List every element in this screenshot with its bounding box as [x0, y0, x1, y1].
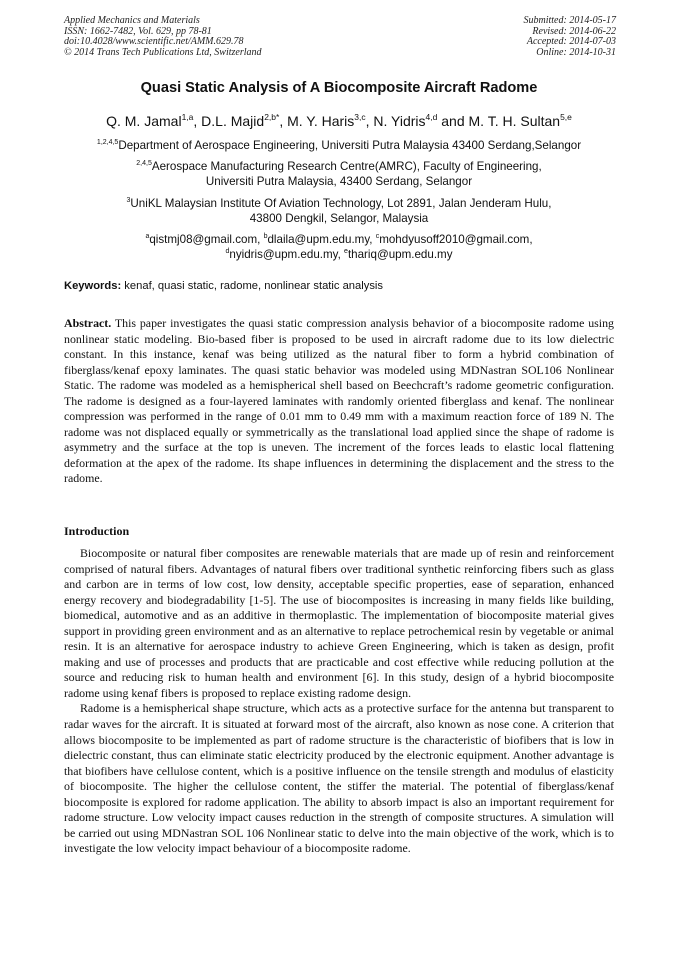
email-sup: e	[344, 248, 348, 255]
date-revised: Revised: 2014-06-22	[532, 25, 616, 37]
journal-doi: doi:10.4028/www.scientific.net/AMM.629.78	[64, 36, 244, 48]
paragraph: Radome is a hemispherical shape structure, which acts as a protective surface for the antenna but transparent to radar waves for the aircraft. It is situated at forward most of the aircraft, also known as nose cone. A criterion that allows biocomposite to be implemented as part of radome structure is the characteristic of biofibers that is low in dielectric constant, thus can eliminate static electricity produced by the electronic equipment. Another advantage is that biofibers have cellulose content, which is a positive influence on the tensile strength and modulus of elasticity of biocomposite. The higher the cellulose content, the stiffer the material. The potential of fiberglass/kenaf biocomposite is explored for radome application. The ability to absorb impact is also an important requirement for radome structure. Low velocity impact causes reduction in the strength of composite structures. A simulation will be carried out using MDNastran SOL 106 Nonlinear static to delve into the main objective of the work, which is to investigate the low velocity impact behaviour of a biocomposite radome.	[64, 701, 614, 856]
journal-header	[64, 16, 262, 58]
email-c: mohdyusoff2010@gmail.com,	[379, 233, 533, 246]
affiliation-sup: 2,4,5	[136, 160, 152, 167]
affiliation-text: Aerospace Manufacturing Research Centre(AMRC), Faculty of Engineering,	[151, 160, 542, 173]
email-sup: d	[225, 248, 230, 255]
introduction-body	[64, 546, 614, 857]
email-sup: c	[375, 233, 380, 240]
affiliation-1	[0, 138, 678, 153]
author-name: D.L. Majid	[201, 113, 265, 129]
email-e: thariq@upm.edu.my	[347, 248, 453, 261]
abstract-label: Abstract.	[64, 316, 112, 330]
author-sup: 4,d	[425, 112, 438, 122]
email-sup: b	[263, 233, 268, 240]
email-a: qistmj08@gmail.com,	[149, 233, 264, 246]
date-submitted: Submitted: 2014-05-17	[523, 15, 616, 26]
affiliation-sup: 3	[126, 197, 131, 204]
keywords	[64, 280, 383, 292]
keywords-text: kenaf, quasi static, radome, nonlinear static analysis	[121, 280, 384, 292]
abstract	[64, 316, 614, 487]
author-separator: ,	[365, 113, 374, 129]
author-sup: 2,b*	[264, 112, 280, 122]
journal-copyright: © 2014 Trans Tech Publications Ltd, Switzerland	[64, 46, 262, 58]
author-list	[0, 113, 678, 129]
affiliation-sup: 1,2,4,5	[96, 139, 119, 146]
author-name: N. Yidris	[373, 113, 426, 129]
affiliation-text-line2: 43800 Dengkil, Selangor, Malaysia	[249, 212, 429, 225]
dates-header	[524, 16, 617, 58]
section-heading-introduction: Introduction	[64, 524, 130, 538]
author-separator: ,	[279, 113, 288, 129]
paper-title: Quasi Static Analysis of A Biocomposite Aircraft Radome	[140, 80, 538, 96]
author-sup: 1,a	[181, 112, 194, 122]
author-name: M. Y. Haris	[287, 113, 355, 129]
author-sup: 5,e	[560, 112, 572, 122]
paragraph: Biocomposite or natural fiber composites are renewable materials that are made up of resin and reinforcement comprised of natural fibers. Advantages of natural fibers over traditional synthetic reinforcing fibers such as glass and carbon are in terms of low cost, low density, acceptable specific properties, ease of separation, enhanced energy recovery and biodegradability [1-5]. The use of biocomposites is increasing in many fields like building, biomedical, automotive and as an additive in thermoplastic. The implementation of biocomposite material gives support in providing green environment and as an alternative to replace petrochemical resin by vegetable or animal resin. It is an alternative for aerospace industry to achieve Green Engineering, which is taken as design, profit making and use of processes and products that are practicable and cost effective while reducing pollution at the source and reducing risk to human health and environment [6]. In this study, design of a hybrid biocomposite radome using kenaf fibers is proposed to replace existing radome design.	[64, 546, 614, 700]
affiliation-3	[0, 196, 678, 226]
affiliation-text: UniKL Malaysian Institute Of Aviation Technology, Lot 2891, Jalan Jenderam Hulu,	[130, 197, 552, 210]
email-b: dlaila@upm.edu.my,	[267, 233, 376, 246]
abstract-text: This paper investigates the quasi static compression analysis behavior of a biocomposite radome using nonlinear static modeling. Bio-based fiber is proposed to be used in aircraft radome due to its low dielectric constant. In this instance, kenaf was being utilized as the natural fiber to form a hybrid combination of fiberglass/kenaf epoxy laminates. The quasi static behavior was modeled using MDNastran SOL106 Nonlinear Static. The radome was modeled as a hemispherical shell based on Beechcraft’s radome geometric configuration. The radome is designed as a four-layered laminates with randomly oriented fiberglass and kenaf. The nonlinear compression was performed in the range of 0.01 mm to 0.49 mm with a maximum reaction force of 189 N. The radome was not displaced equally or symmetrically as the translational load applied since the shape of radome is asymmetry and the surface at the top is uneven. The increment of the forces leads to elastic local flattening deformation at the apex of the radome. Its shape influences in determining the displacement and the stress to the radome.	[64, 316, 614, 486]
author-name: Q. M. Jamal	[106, 113, 182, 129]
author-sup: 3,c	[354, 112, 366, 122]
author-name: M. T. H. Sultan	[468, 113, 561, 129]
affiliation-text: Department of Aerospace Engineering, Universiti Putra Malaysia 43400 Serdang,Selangor	[118, 139, 582, 152]
email-sup: a	[145, 233, 150, 240]
author-separator: ,	[193, 113, 202, 129]
journal-issn: ISSN: 1662-7482, Vol. 629, pp 78-81	[64, 25, 212, 37]
author-separator: and	[437, 113, 469, 129]
date-accepted: Accepted: 2014-07-03	[526, 36, 616, 48]
email-d: nyidris@upm.edu.my,	[229, 248, 345, 261]
affiliation-text-line2: Universiti Putra Malaysia, 43400 Serdang, Selangor	[205, 175, 473, 188]
email-list	[0, 232, 678, 262]
date-online: Online: 2014-10-31	[536, 46, 616, 58]
journal-name: Applied Mechanics and Materials	[64, 15, 200, 26]
keywords-label: Keywords:	[64, 280, 122, 292]
affiliation-2	[0, 159, 678, 189]
